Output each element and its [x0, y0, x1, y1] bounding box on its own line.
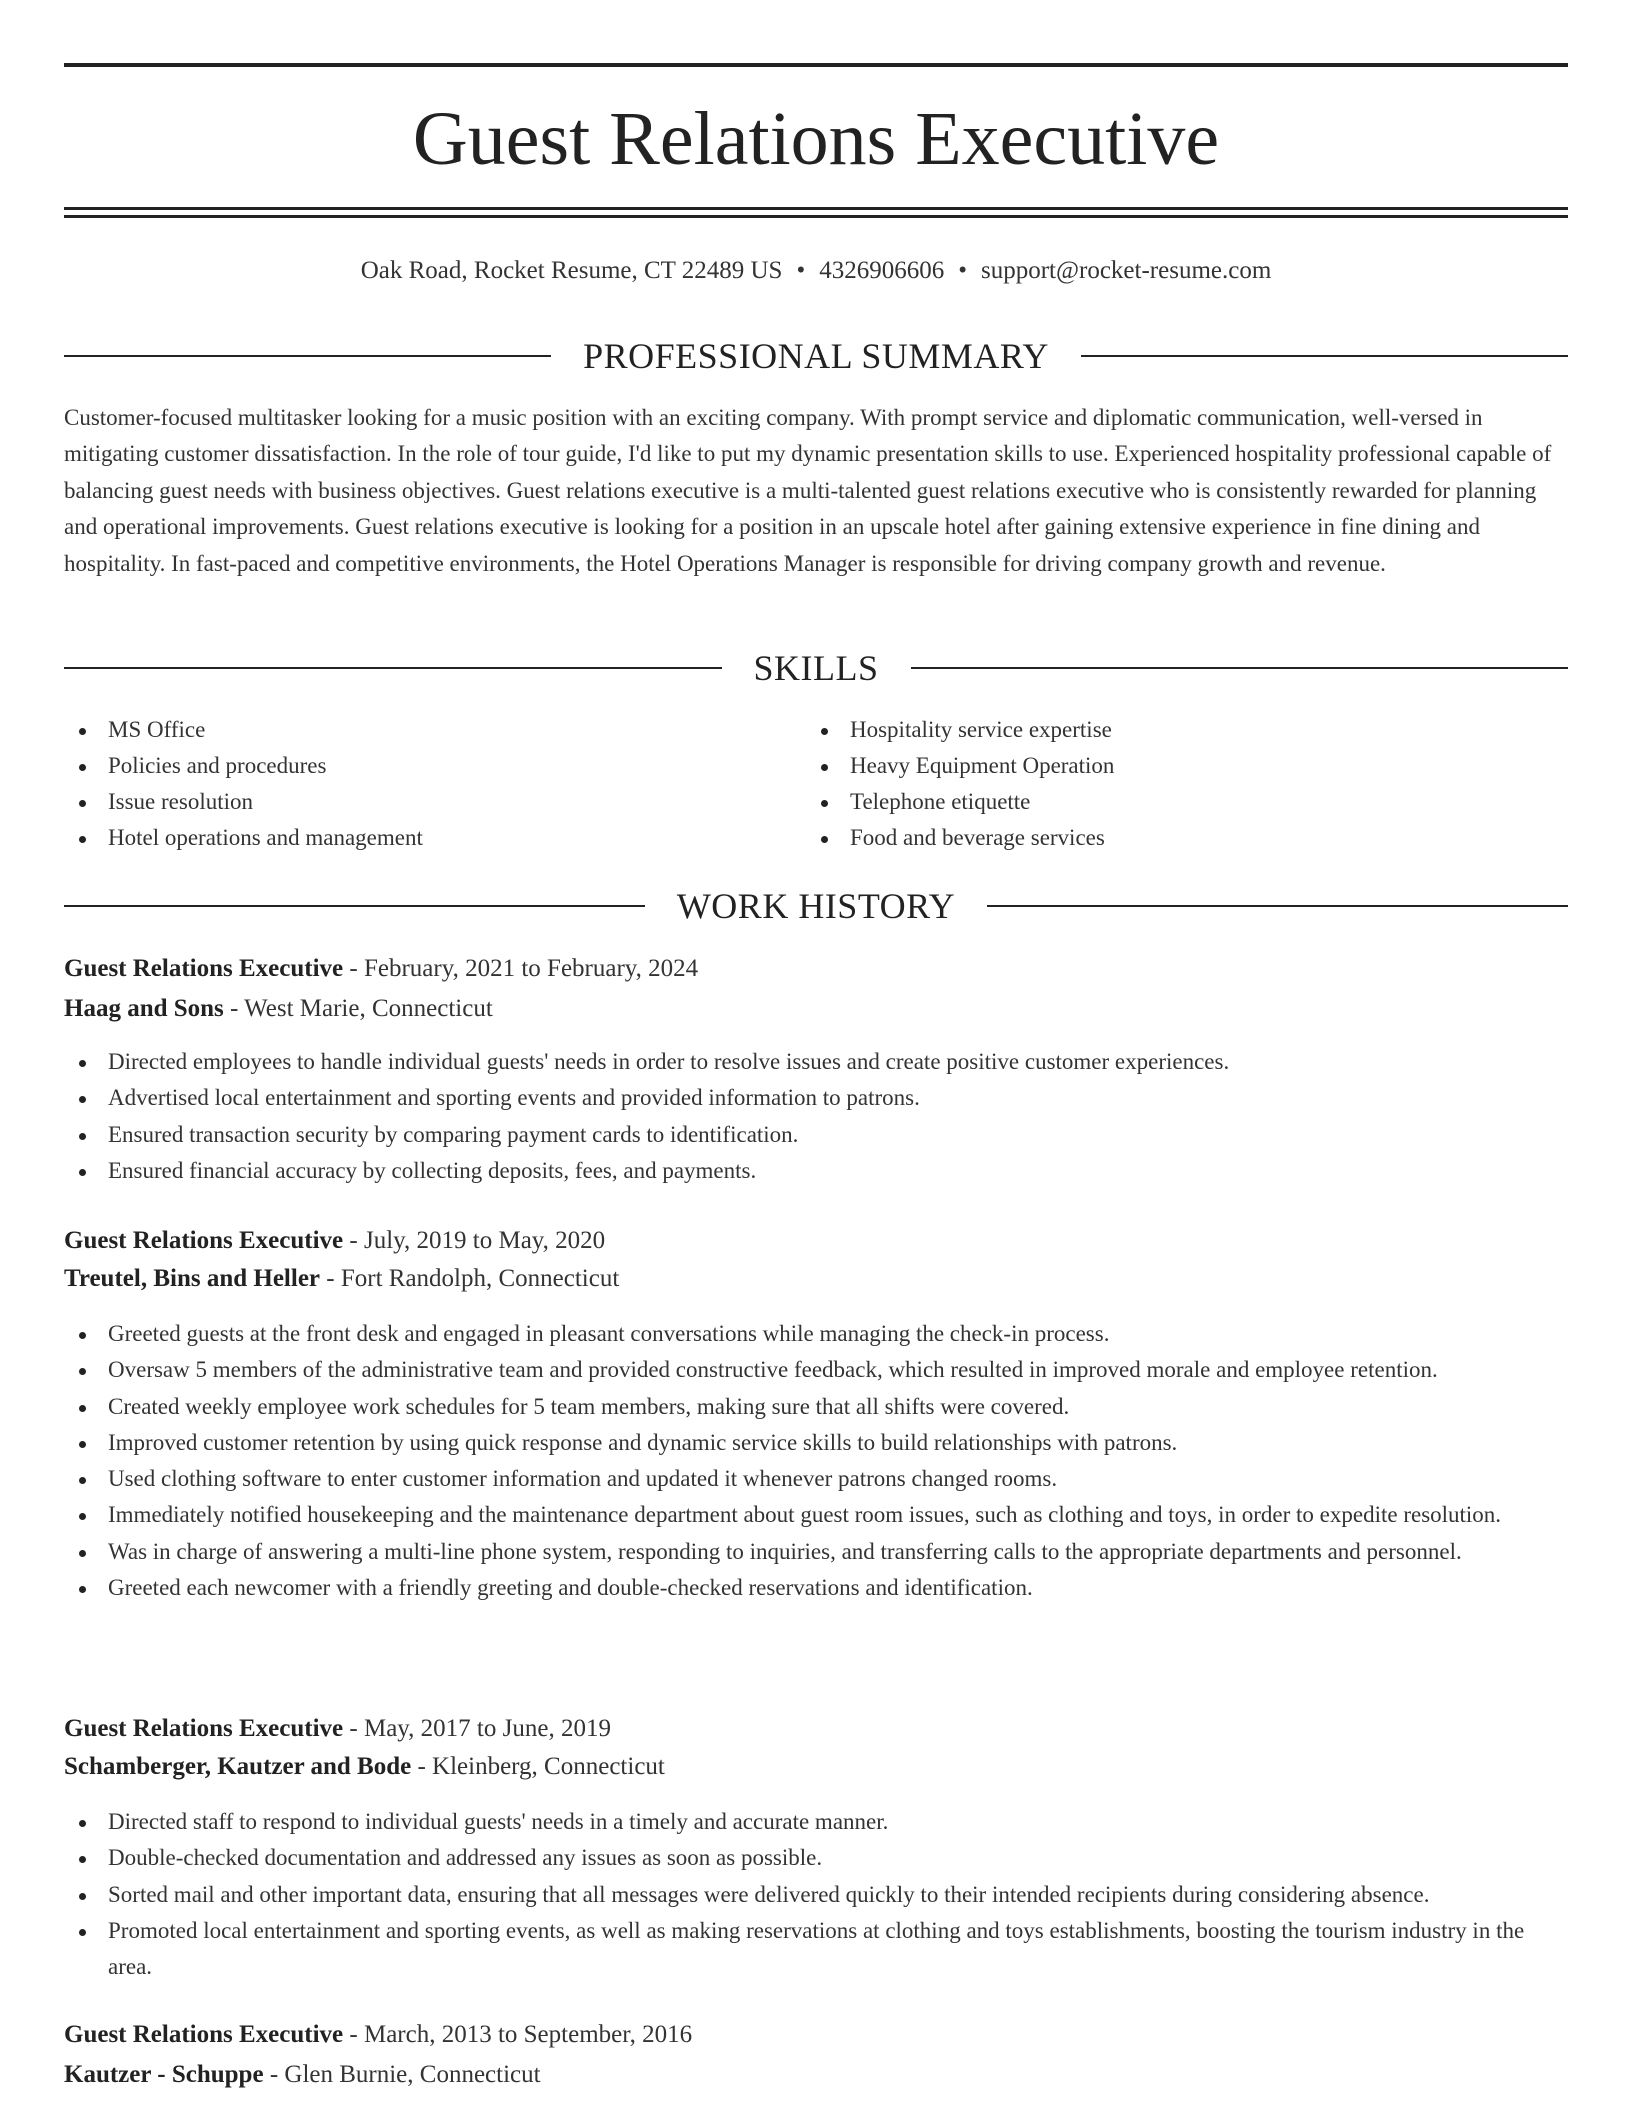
skill-item: Policies and procedures — [64, 748, 764, 784]
duty-item: Sorted mail and other important data, ensuring that all messages were delivered quickly to their intended recipients during considering absence. — [64, 1877, 1568, 1913]
duty-item: Double-checked documentation and addressed any issues as soon as possible. — [64, 1840, 1568, 1876]
job-company: Haag and Sons — [64, 995, 224, 1022]
summary-text: Customer-focused multitasker looking for a music position with an exciting company. With prompt service and diplomatic communication, well-versed in mitigating customer dissatisfaction. In the role of tour guide, I'd like to put my dynamic presentation skills to use. Experienced hospitality professional capable of balancing guest needs with business objectives. Guest relations executive is a multi-talented guest relations executive who is consistently rewarded for planning and operational improvements. Guest relations executive is looking for a position in an upscale hotel after gaining extensive experience in fine dining and hospitality. In fast-paced and competitive environments, the Hotel Operations Manager is responsible for driving company growth and revenue. — [64, 405, 1552, 576]
job-company: Treutel, Bins and Heller — [64, 1265, 321, 1292]
job-title: Guest Relations Executive — [64, 1227, 344, 1254]
job-dates: - February, 2021 to February, 2024 — [343, 955, 699, 982]
job-dates: - May, 2017 to June, 2019 — [343, 1715, 611, 1742]
header-top-rule — [64, 63, 1568, 67]
duty-item: Ensured financial accuracy by collecting deposits, fees, and payments. — [64, 1153, 1568, 1189]
duty-item: Directed employees to handle individual guests' needs in order to resolve issues and create positive customer experiences. — [64, 1044, 1568, 1080]
skill-item: Food and beverage services — [806, 820, 1506, 856]
job-company-line — [64, 1261, 1568, 1297]
job-dates: - July, 2019 to May, 2020 — [343, 1227, 606, 1254]
job-company-line — [64, 1749, 1568, 1785]
header-double-rule-upper — [64, 207, 1568, 210]
skills-heading-label: SKILLS — [753, 648, 879, 688]
duty-item: Ensured transaction security by comparing payment cards to identification. — [64, 1117, 1568, 1153]
job-company: Schamberger, Kautzer and Bode — [64, 1753, 412, 1780]
job-company: Kautzer - Schuppe — [64, 2061, 264, 2088]
heading-rule-right — [987, 905, 1568, 907]
contact-line — [64, 254, 1568, 288]
duty-item: Created weekly employee work schedules for 5 team members, making sure that all shifts were covered. — [64, 1389, 1568, 1425]
job-company-line — [64, 2057, 1568, 2093]
duty-item: Promoted local entertainment and sporting events, as well as making reservations at clothing and toys establishments, boosting the tourism industry in the area. — [64, 1913, 1568, 1986]
skills-section-heading — [64, 646, 1568, 690]
job-dates: - March, 2013 to September, 2016 — [343, 2021, 693, 2048]
job-company-line — [64, 991, 1568, 1027]
summary-heading-label: PROFESSIONAL SUMMARY — [583, 336, 1049, 376]
skill-item: MS Office — [64, 712, 764, 748]
job-title: Guest Relations Executive — [64, 955, 344, 982]
resume-title: Guest Relations Executive — [412, 97, 1220, 181]
job-location: - West Marie, Connecticut — [223, 995, 493, 1022]
skill-item: Heavy Equipment Operation — [806, 748, 1506, 784]
heading-rule-right — [1081, 355, 1568, 357]
contact-address: Oak Road, Rocket Resume, CT 22489 US — [360, 257, 783, 284]
duty-item: Used clothing software to enter customer information and updated it whenever patrons changed rooms. — [64, 1461, 1568, 1497]
skill-item: Hotel operations and management — [64, 820, 764, 856]
summary-section-heading — [64, 334, 1568, 378]
job-title-line — [64, 2017, 1568, 2053]
contact-separator: • — [796, 257, 806, 284]
header-double-rule-lower — [64, 215, 1568, 218]
duty-item: Greeted each newcomer with a friendly greeting and double-checked reservations and identification. — [64, 1570, 1568, 1606]
duty-item: Advertised local entertainment and sporting events and provided information to patrons. — [64, 1080, 1568, 1116]
job-duties-list — [64, 1804, 1568, 1985]
duty-item: Directed staff to respond to individual guests' needs in a timely and accurate manner. — [64, 1804, 1568, 1840]
duty-item: Oversaw 5 members of the administrative team and provided constructive feedback, which resulted in improved morale and employee retention. — [64, 1352, 1568, 1388]
job-duties-list — [64, 1044, 1568, 1189]
job-location: - Fort Randolph, Connecticut — [320, 1265, 620, 1292]
job-title-line — [64, 1223, 1568, 1259]
duty-item: Greeted guests at the front desk and engaged in pleasant conversations while managing the check-in process. — [64, 1316, 1568, 1352]
duty-item: Immediately notified housekeeping and the maintenance department about guest room issues, such as clothing and toys, in order to expedite resolution. — [64, 1497, 1568, 1533]
duty-item: Was in charge of answering a multi-line phone system, responding to inquiries, and transferring calls to the appropriate departments and personnel. — [64, 1534, 1568, 1570]
skill-item: Issue resolution — [64, 784, 764, 820]
heading-rule-right — [911, 667, 1569, 669]
heading-rule-left — [64, 667, 722, 669]
contact-separator: • — [958, 257, 967, 284]
job-location: - Glen Burnie, Connecticut — [263, 2061, 541, 2088]
work-section-heading — [64, 884, 1568, 928]
skills-list-right — [806, 712, 1506, 856]
job-title-line — [64, 951, 1568, 987]
skill-item: Hospitality service expertise — [806, 712, 1506, 748]
job-title: Guest Relations Executive — [64, 1715, 344, 1742]
heading-rule-left — [64, 355, 551, 357]
job-duties-list — [64, 1316, 1568, 1606]
duty-item: Improved customer retention by using quick response and dynamic service skills to build relationships with patrons. — [64, 1425, 1568, 1461]
contact-email: support@rocket-resume.com — [980, 257, 1272, 284]
work-heading-label: WORK HISTORY — [676, 886, 956, 926]
heading-rule-left — [64, 905, 645, 907]
skill-item: Telephone etiquette — [806, 784, 1506, 820]
job-title: Guest Relations Executive — [64, 2021, 344, 2048]
skills-list-left — [64, 712, 764, 856]
contact-phone: 4326906606 — [819, 257, 945, 284]
job-title-line — [64, 1711, 1568, 1747]
job-location: - Kleinberg, Connecticut — [411, 1753, 665, 1780]
